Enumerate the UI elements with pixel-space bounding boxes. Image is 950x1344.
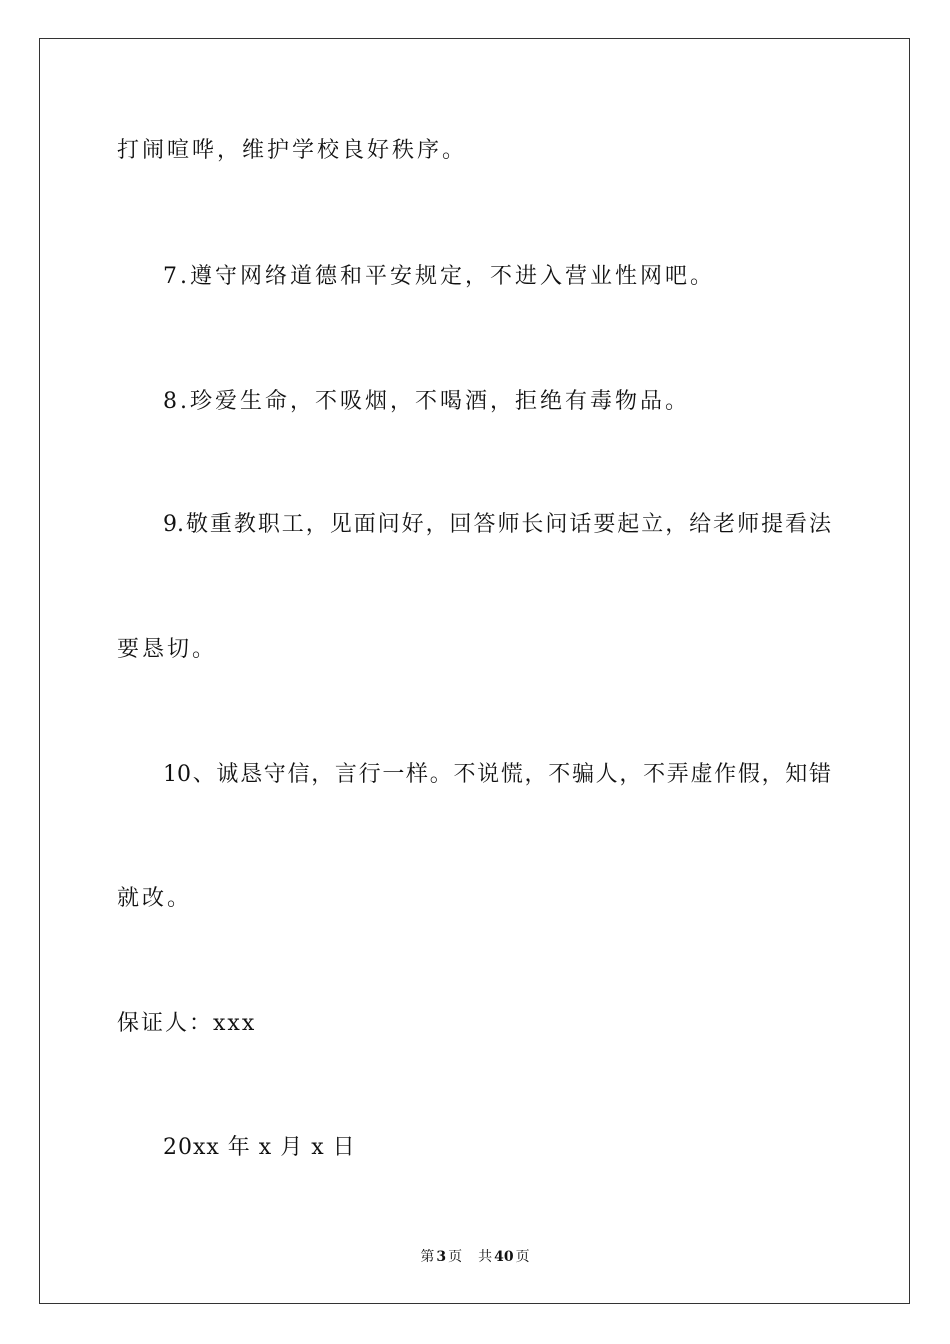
page-border — [39, 38, 910, 1304]
text-line-rule-7: 7.遵守网络道德和平安规定，不进入营业性网吧。 — [163, 264, 715, 289]
footer-page-suffix: 页 — [448, 1249, 463, 1265]
footer-current-page: 3 — [436, 1249, 447, 1265]
text-line-rule-9: 9.敬重教职工，见面问好，回答师长问话要起立，给老师提看法 — [163, 512, 831, 537]
text-line-1: 打闹喧哗，维护学校良好秩序。 — [117, 138, 468, 163]
footer-total-suffix: 页 — [515, 1249, 530, 1265]
text-line-rule-10: 10、诚恳守信，言行一样。不说慌，不骗人，不弄虚作假，知错 — [163, 762, 831, 787]
text-line-rule-10-cont: 就改。 — [117, 886, 193, 911]
footer-total-pages: 40 — [494, 1249, 514, 1265]
date-line: 20xx 年 x 月 x 日 — [163, 1135, 356, 1160]
text-line-rule-8: 8.珍爱生命，不吸烟，不喝酒，拒绝有毒物品。 — [163, 389, 690, 414]
footer-prefix: 第 — [420, 1249, 435, 1265]
guarantor-line: 保证人：xxx — [117, 1011, 257, 1036]
page-footer — [0, 1248, 950, 1266]
text-line-rule-9-cont: 要恳切。 — [117, 637, 218, 662]
footer-total-prefix: 共 — [478, 1249, 493, 1265]
